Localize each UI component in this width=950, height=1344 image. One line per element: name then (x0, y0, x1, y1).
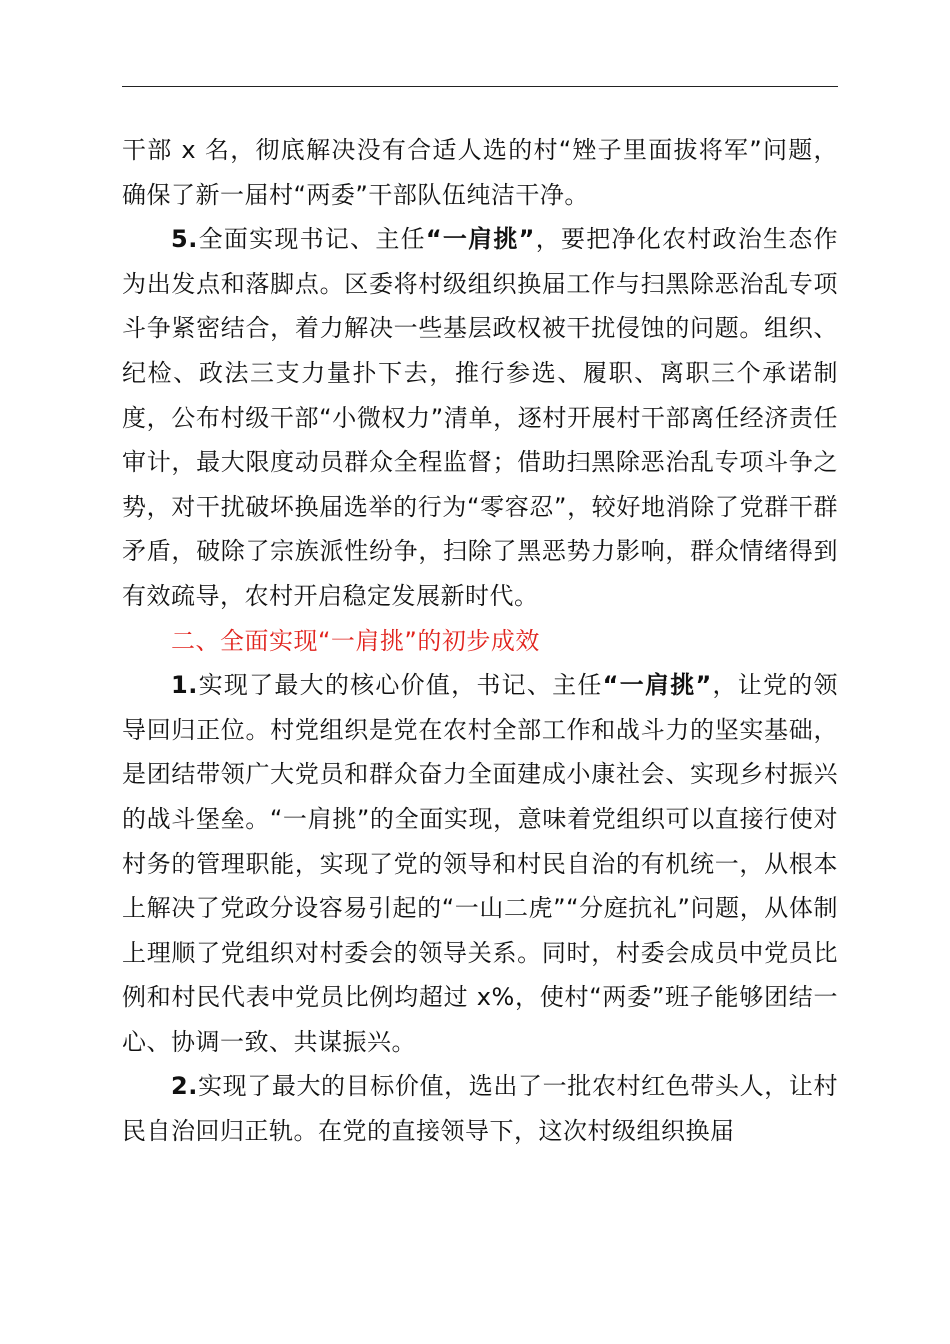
item-number: 1. (171, 671, 198, 700)
item-lead: 实现了最大的核心价值，书记、主任 (197, 671, 603, 700)
item-body: ，要把净化农村政治生态作为出发点和落脚点。区委将村级组织换届工作与扫黑除恶治乱专项斗争紧密结合，着力解决一些基层政权被干扰侵蚀的问题。组织、纪检、政法三支力量扑下去，推行参选、履职、离职三个承诺制度，公布村级干部“小微权力”清单，逐村开展村干部离任经济责任审计，最大限度动员群众全程监督；借助扫黑除恶治乱专项斗争之势，对干扰破坏换届选举的行为“零容忍”，较好地消除了党群干群矛盾，破除了宗族派性纷争，扫除了黑恶势力影响，群众情绪得到有效疏导，农村开启稳定发展新时代。 (122, 225, 839, 610)
item-number: 2. (171, 1072, 198, 1101)
item-number: 5. (171, 225, 198, 254)
item-body: 实现了最大的目标价值，选出了一批农村红色带头人，让村民自治回归正轨。在党的直接领导下，这次村级组织换届 (122, 1072, 838, 1146)
item-lead-emphasis: “一肩挑” (602, 671, 712, 700)
header-rule (122, 86, 838, 87)
paragraph-item-2 (122, 1064, 838, 1153)
paragraph-item-1 (122, 663, 838, 1064)
item-body: ，让党的领导回归正位。村党组织是党在农村全部工作和战斗力的坚实基础，是团结带领广大党员和群众奋力全面建成小康社会、实现乡村振兴的战斗堡垒。“一肩挑”的全面实现，意味着党组织可以直接行使对村务的管理职能，实现了党的领导和村民自治的有机统一，从根本上解决了党政分设容易引起的“一山二虎”“分庭抗礼”问题，从体制上理顺了党组织对村委会的领导关系。同时，村委会成员中党员比例和村民代表中党员比例均超过 x%，使村“两委”班子能够团结一心、协调一致、共谋振兴。 (122, 671, 839, 1056)
document-body (122, 128, 838, 1154)
section-heading: 二、全面实现“一肩挑”的初步成效 (171, 626, 540, 655)
paragraph-continuation: 干部 x 名，彻底解决没有合适人选的村“矬子里面拔将军”问题，确保了新一届村“两委”干部队伍纯洁干净。 (122, 136, 838, 209)
item-lead: 全面实现书记、主任 (197, 225, 426, 254)
paragraph-item-5 (122, 217, 838, 618)
item-lead-emphasis: “一肩挑” (425, 225, 535, 254)
